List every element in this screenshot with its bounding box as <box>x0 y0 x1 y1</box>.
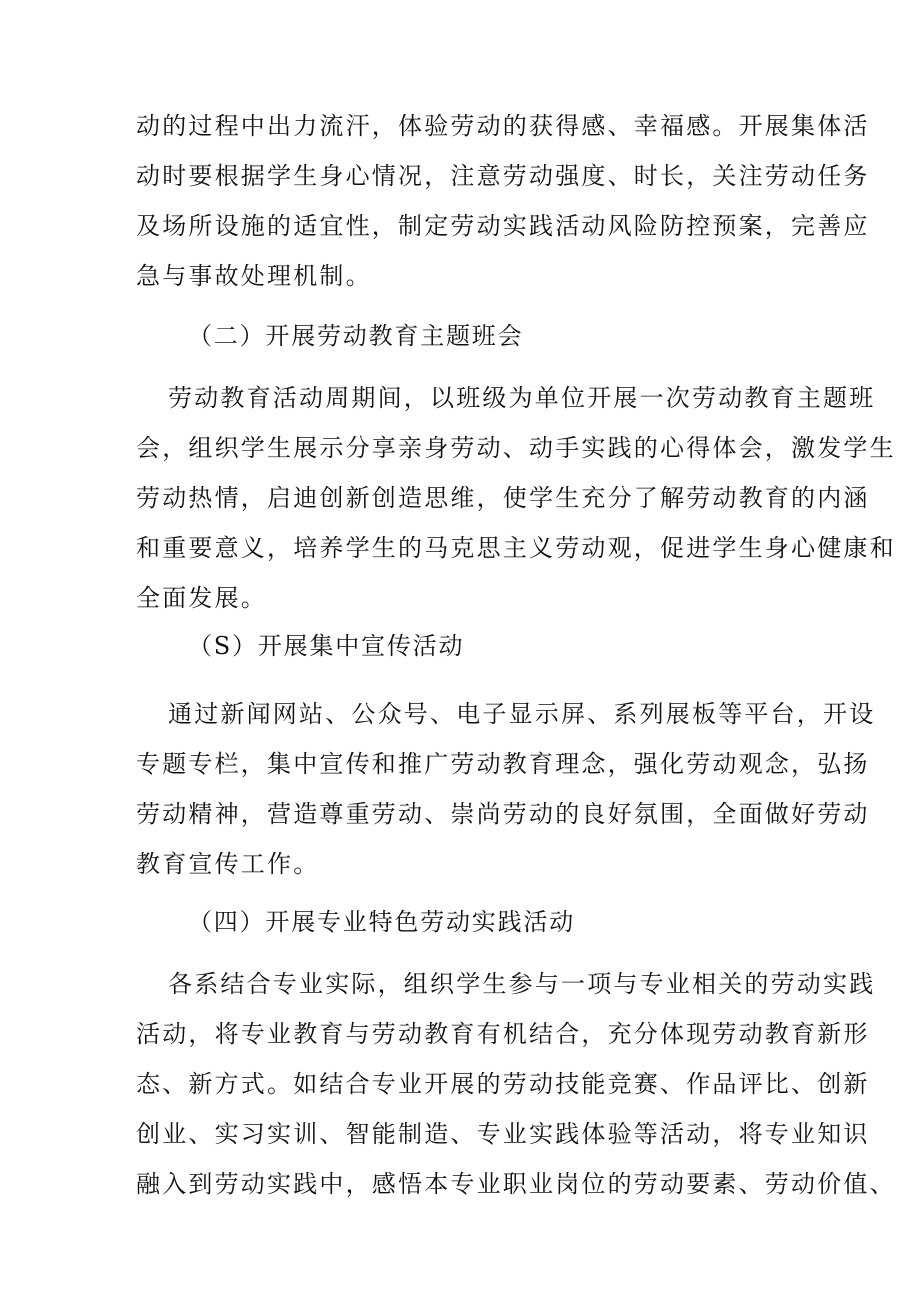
paragraph-1-line-2: 动时要根据学生身心情况，注意劳动强度、时长，关注劳动任务 <box>136 162 870 190</box>
section-heading-4: （四）开展专业特色劳动实践活动 <box>188 908 575 936</box>
paragraph-2-line-4: 和重要意义，培养学生的马克思主义劳动观，促进学生身心健康和 <box>136 534 896 562</box>
paragraph-4-line-5: 融入到劳动实践中，感悟本专业职业岗位的劳动要素、劳动价值、 <box>136 1170 896 1198</box>
paragraph-1-line-1: 动的过程中出力流汗，体验劳动的获得感、幸福感。开展集体活 <box>136 112 870 140</box>
paragraph-3-line-4: 教育宣传工作。 <box>136 850 320 878</box>
paragraph-2-line-5: 全面发展。 <box>136 584 267 612</box>
section-heading-3: （S）开展集中宣传活动 <box>188 632 465 660</box>
paragraph-4-line-4: 创业、实习实训、智能制造、专业实践体验等活动，将专业知识 <box>136 1120 870 1148</box>
paragraph-3-line-2: 专题专栏，集中宣传和推广劳动教育理念，强化劳动观念，弘扬 <box>136 750 870 778</box>
paragraph-2-line-3: 劳动热情，启迪创新创造思维，使学生充分了解劳动教育的内涵 <box>136 484 870 512</box>
paragraph-2-line-1: 劳动教育活动周期间，以班级为单位开展一次劳动教育主题班 <box>168 384 876 412</box>
paragraph-4-line-1: 各系结合专业实际，组织学生参与一项与专业相关的劳动实践 <box>168 970 876 998</box>
paragraph-4-line-3: 态、新方式。如结合专业开展的劳动技能竞赛、作品评比、创新 <box>136 1070 870 1098</box>
paragraph-1-line-4: 急与事故处理机制。 <box>136 262 372 290</box>
paragraph-4-line-2: 活动，将专业教育与劳动教育有机结合，充分体现劳动教育新形 <box>136 1020 870 1048</box>
paragraph-2-line-2: 会，组织学生展示分享亲身劳动、动手实践的心得体会，激发学生 <box>136 434 896 462</box>
paragraph-3-line-3: 劳动精神，营造尊重劳动、崇尚劳动的良好氛围，全面做好劳动 <box>136 800 870 828</box>
paragraph-3-line-1: 通过新闻网站、公众号、电子显示屏、系列展板等平台，开设 <box>168 700 876 728</box>
paragraph-1-line-3: 及场所设施的适宜性，制定劳动实践活动风险防控预案，完善应 <box>136 212 870 240</box>
section-heading-2: （二）开展劳动教育主题班会 <box>188 322 524 350</box>
